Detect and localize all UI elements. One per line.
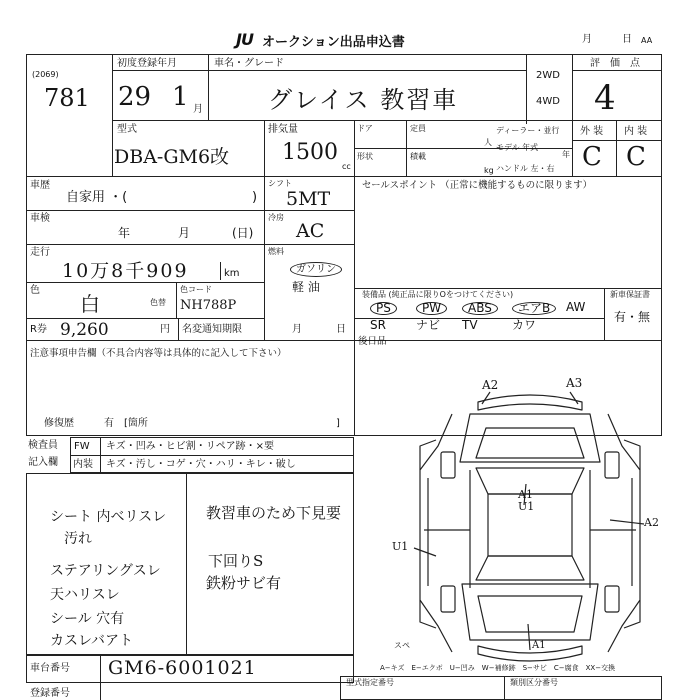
equipment-item-4: エアB	[512, 302, 556, 315]
equipment-item-3: ABS	[462, 302, 498, 315]
interior-label: 内 装	[624, 126, 648, 137]
right-side-outline	[608, 414, 640, 652]
kg-label: kg	[484, 166, 494, 175]
memo-right1: 教習車のため下見要	[206, 504, 342, 522]
tone-label: 色替	[150, 298, 166, 307]
mark-rear-left: スペ	[394, 641, 410, 650]
mark-front-right: A3	[566, 376, 583, 390]
rear-window-outline	[476, 556, 584, 580]
handle-label: ハンドル 左・右	[496, 164, 555, 173]
color-code-label: 色コード	[180, 285, 212, 294]
warranty-label: 新車保証書	[610, 290, 650, 299]
recycle-label: R券	[30, 324, 47, 335]
inspection-label: 車検	[30, 213, 50, 224]
repair-close: ]	[336, 418, 340, 429]
usage-value: 自家用 ・(	[66, 190, 128, 205]
inspection-day: (日)	[232, 226, 254, 240]
fuel-gasoline: ガソリン	[290, 262, 342, 277]
repair-label: 修復歴	[44, 418, 74, 429]
shift-label: シフト	[268, 179, 292, 188]
transfer-label: 名変通知期限	[182, 324, 242, 335]
car-name-label: 車名・グレード	[214, 58, 284, 69]
cc-label: cc	[342, 162, 351, 171]
displacement-value: 1500	[282, 140, 338, 165]
mark-rear-right: A1	[532, 640, 546, 651]
wheel-rear-right	[605, 586, 619, 612]
memo-line6: カスレバアト	[50, 633, 134, 649]
usage-label: 車歴	[30, 180, 50, 191]
fuel-label: 燃料	[268, 247, 284, 256]
inspector-label: 検査員	[28, 440, 58, 451]
car-name-value: グレイス 教習車	[268, 86, 459, 114]
wheel-front-left	[441, 452, 455, 478]
fw-items: キズ・凹み・ヒビ割・リペア跡・×要	[106, 441, 274, 452]
first-registration-label: 初度登録年月	[117, 58, 177, 69]
door-label: ドア	[357, 124, 373, 133]
color-code-value: NH788P	[180, 298, 237, 313]
equipment-item-1: PS	[370, 302, 397, 315]
sales-points-label: セールスポイント （正常に機能するものに限ります）	[362, 180, 593, 191]
evaluation-label: 評 価 点	[590, 58, 640, 69]
shape-label: 形状	[357, 152, 373, 161]
mark-side-left: U1	[392, 540, 409, 553]
drive-2wd: 2WD	[536, 70, 560, 81]
equipment-option-2: ナビ	[416, 318, 441, 332]
mark-front-left: A2	[482, 378, 499, 392]
equipment-option-3: TV	[462, 318, 478, 332]
color-label: 色	[30, 285, 40, 296]
drive-4wd: 4WD	[536, 96, 560, 107]
chassis-value: GM6-6001021	[108, 657, 257, 679]
memo-line2: 汚れ	[64, 531, 92, 547]
trunk-outline	[462, 584, 598, 640]
usage-close: )	[252, 190, 258, 205]
year-value: 29	[118, 82, 152, 112]
transfer-month: 月	[292, 324, 302, 335]
left-side-outline	[420, 414, 452, 652]
mark-roof-a1: A1	[518, 488, 533, 501]
inspection-year: 年	[118, 226, 131, 240]
dealer-label: ディーラー・並行	[496, 126, 560, 135]
chassis-label: 車台番号	[30, 663, 70, 674]
fuel-diesel: 軽 油	[292, 280, 320, 294]
model-year-label: モデル 年式	[496, 143, 539, 152]
wheel-rear-left	[441, 586, 455, 612]
transfer-day: 日	[336, 324, 346, 335]
equipment-label: 装備品 (純正品に限りOをつけてください)	[362, 290, 514, 299]
memo-right3: 鉄粉サビ有	[206, 574, 282, 592]
equipment-option-1: SR	[370, 318, 386, 332]
memo-line5: シール 穴有	[50, 611, 125, 627]
shift-value: 5MT	[286, 188, 331, 210]
header-day: 日	[622, 34, 632, 45]
capacity-unit: 人	[484, 138, 492, 147]
mileage-label: 走行	[30, 247, 50, 258]
fw-label: FW	[74, 441, 90, 452]
lot-code: (2069)	[32, 70, 59, 79]
memo-line3: ステアリングスレ	[50, 563, 161, 579]
mileage-value: 10万8千909	[62, 260, 189, 282]
equipment-option-4: カワ	[512, 318, 537, 332]
form-title: オークション出品申込書	[262, 35, 405, 50]
interior-items: キズ・汚し・コゲ・穴・ハリ・キレ・破し	[106, 459, 296, 470]
interior-check-label: 内装	[73, 459, 93, 470]
memo-line4: 天ハリスレ	[50, 587, 120, 603]
equipment-item-2: PW	[416, 302, 447, 315]
header-month: 月	[582, 34, 592, 45]
warranty-value: 有・無	[614, 310, 651, 324]
spec-number-label: 型式指定番号	[346, 678, 394, 687]
header-aa: AA	[641, 36, 653, 45]
exterior-grade: C	[582, 142, 602, 172]
mileage-unit: km	[224, 268, 240, 279]
capacity-label: 定員	[410, 124, 426, 133]
model-value: DBA-GM6改	[114, 146, 230, 168]
equipment-item-5: AW	[566, 300, 586, 314]
memo-right2: 下回りS	[208, 552, 264, 570]
memo-line1: シート 内ベリスレ	[50, 509, 167, 525]
inspection-month: 月	[178, 226, 191, 240]
model-year-suffix: 年	[562, 150, 570, 159]
rear-bumper-outline	[478, 646, 582, 661]
class-number-label: 類別区分番号	[510, 678, 558, 687]
interior-grade: C	[626, 142, 646, 172]
auction-logo: JU	[236, 30, 253, 49]
displacement-label: 排気量	[268, 124, 298, 135]
model-label: 型式	[117, 124, 137, 135]
entry-label: 記入欄	[28, 457, 58, 468]
month-value: 1	[172, 82, 189, 112]
lot-number: 781	[44, 84, 90, 112]
exterior-label: 外 装	[580, 126, 604, 137]
recycle-value: 9,260	[60, 320, 109, 340]
wheel-front-right	[605, 452, 619, 478]
color-value: 白	[80, 292, 100, 316]
aircon-value: AC	[296, 220, 325, 242]
evaluation-score: 4	[594, 78, 616, 118]
mark-roof-u1: U1	[518, 500, 535, 513]
recycle-unit: 円	[160, 324, 170, 335]
later-items-label: 後日品	[358, 336, 387, 347]
mark-side-right: A2	[644, 516, 659, 529]
load-label: 積載	[410, 152, 426, 161]
registration-label: 登録番号	[30, 688, 70, 699]
aircon-label: 冷房	[268, 213, 284, 222]
repair-value: 有 [箇所	[104, 418, 148, 429]
notes-label: 注意事項申告欄（不具合内容等は具体的に記入して下さい）	[30, 348, 287, 359]
damage-legend: A−キズ E−エクボ U−凹み W−補修跡 S−サビ C−腐食 XX−交換	[380, 664, 616, 672]
month-unit: 月	[193, 104, 203, 115]
